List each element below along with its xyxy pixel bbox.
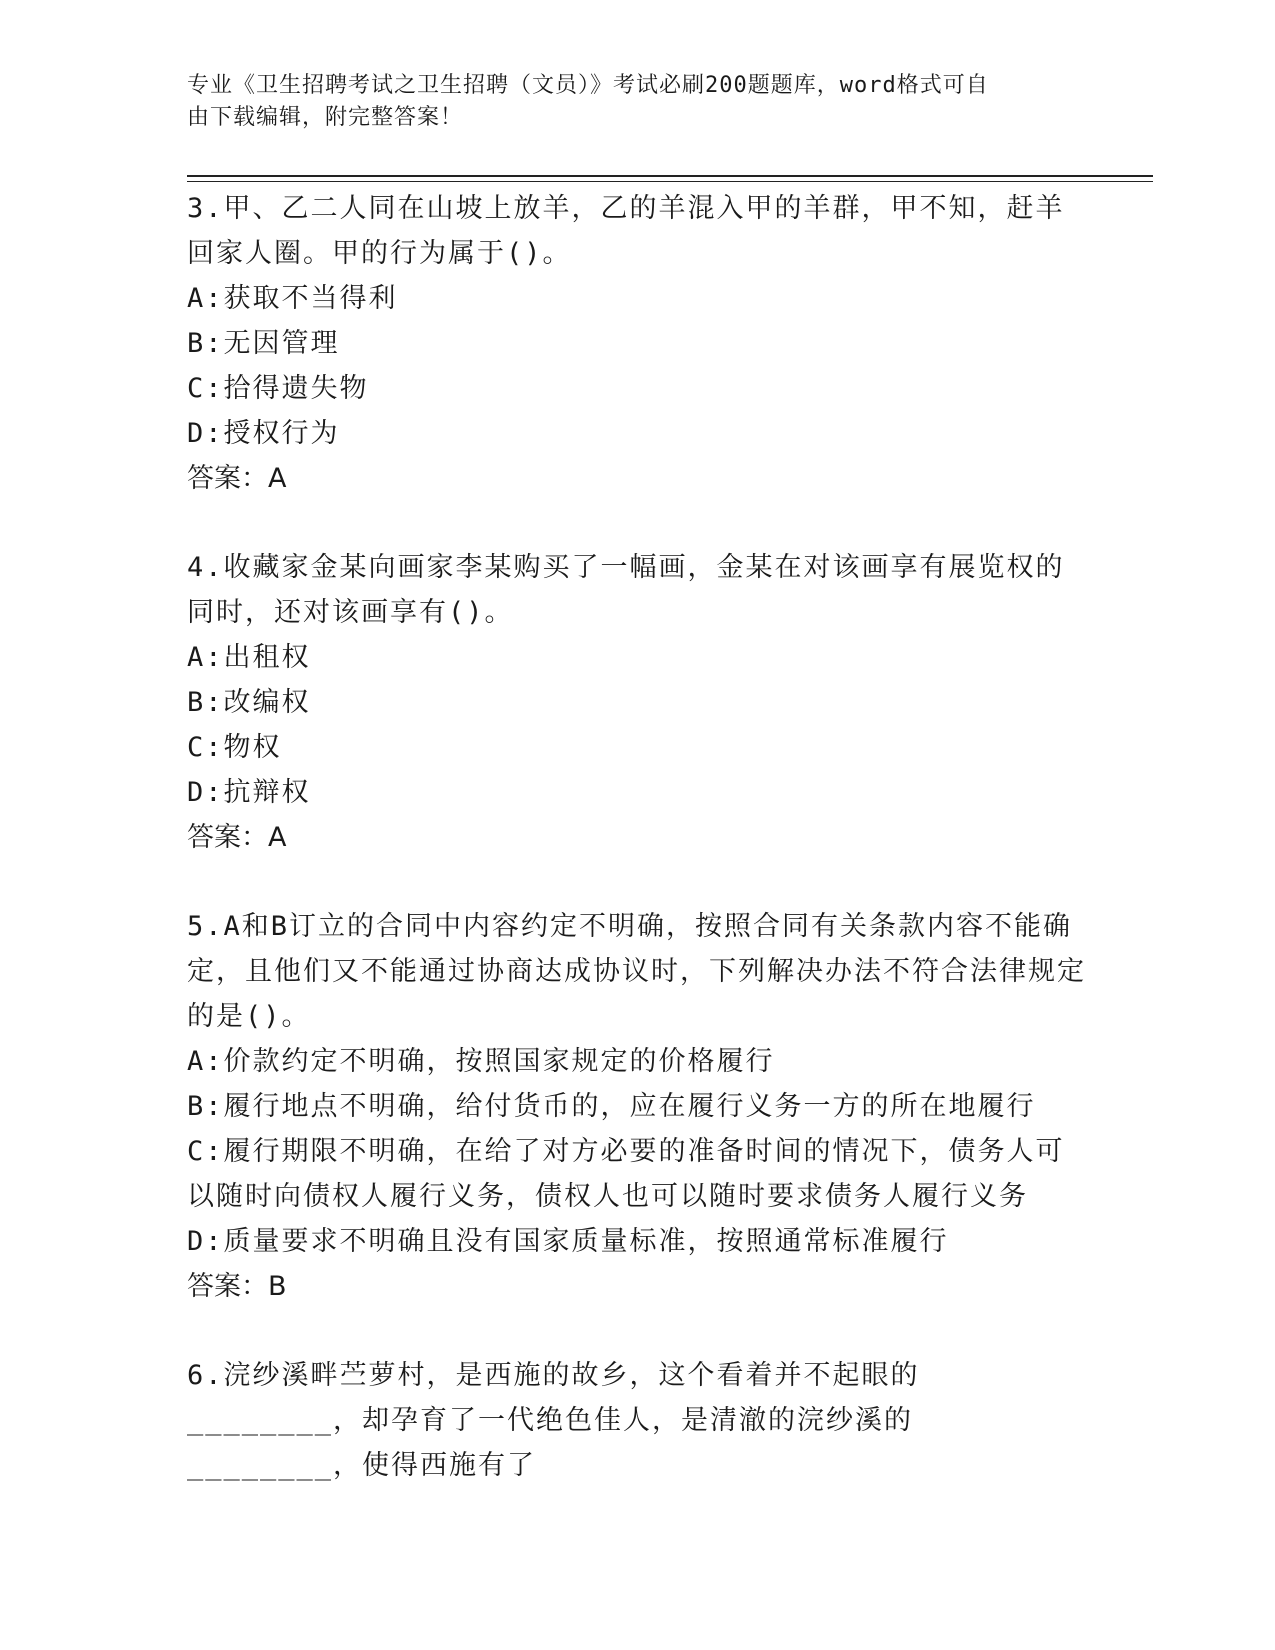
option-text: 获取不当得利 [223, 283, 398, 314]
option-c [187, 725, 1087, 770]
answer-line: 答案：A [187, 463, 287, 494]
option-b [187, 321, 1087, 366]
option-d [187, 770, 1087, 815]
option-letter: D: [187, 418, 224, 449]
answer-line: 答案：A [187, 822, 287, 853]
question-6 [187, 1353, 1087, 1488]
header-divider-thin [187, 181, 1153, 182]
option-text: 履行地点不明确，给付货币的，应在履行义务一方的所在地履行 [223, 1091, 1036, 1122]
option-text: 抗辩权 [223, 777, 311, 808]
question-stem: 5.A和B订立的合同中内容约定不明确，按照合同有关条款内容不能确定，且他们又不能通过协商达成协议时，下列解决办法不符合法律规定的是()。 [187, 911, 1086, 1032]
option-letter: C: [187, 732, 224, 763]
header-line-1: 专业《卫生招聘考试之卫生招聘（文员）》考试必刷200题题库，word格式可自 [187, 73, 989, 98]
option-letter: B: [187, 328, 224, 359]
option-b [187, 1084, 1087, 1129]
option-c [187, 1129, 1087, 1219]
option-letter: A: [187, 642, 224, 673]
option-letter: B: [187, 687, 224, 718]
option-letter: C: [187, 373, 224, 404]
question-stem: 6.浣纱溪畔苎萝村，是西施的故乡，这个看着并不起眼的________，却孕育了一代绝色佳人，是清澈的浣纱溪的________，使得西施有了 [187, 1360, 920, 1481]
question-3 [187, 186, 1087, 501]
option-text: 质量要求不明确且没有国家质量标准，按照通常标准履行 [223, 1226, 949, 1257]
answer-line: 答案：B [187, 1271, 287, 1302]
option-a [187, 1039, 1087, 1084]
option-text: 改编权 [223, 687, 311, 718]
option-letter: B: [187, 1091, 224, 1122]
option-text: 授权行为 [223, 418, 340, 449]
option-d [187, 1219, 1087, 1264]
option-text: 无因管理 [223, 328, 340, 359]
header-line-2: 由下载编辑，附完整答案！ [187, 105, 464, 130]
option-c [187, 366, 1087, 411]
option-b [187, 680, 1087, 725]
option-text: 拾得遗失物 [223, 373, 369, 404]
option-text: 出租权 [223, 642, 311, 673]
option-letter: A: [187, 283, 224, 314]
header-divider-thick [187, 175, 1153, 177]
option-letter: D: [187, 1226, 224, 1257]
question-5 [187, 904, 1087, 1309]
question-stem: 3.甲、乙二人同在山坡上放羊，乙的羊混入甲的羊群，甲不知，赶羊回家人圈。甲的行为属于()。 [187, 193, 1065, 269]
question-stem: 4.收藏家金某向画家李某购买了一幅画，金某在对该画享有展览权的同时，还对该画享有()。 [187, 552, 1065, 628]
option-d [187, 411, 1087, 456]
option-letter: A: [187, 1046, 224, 1077]
option-text: 价款约定不明确，按照国家规定的价格履行 [223, 1046, 775, 1077]
option-text: 物权 [223, 732, 282, 763]
question-4 [187, 545, 1087, 860]
option-text: 履行期限不明确，在给了对方必要的准备时间的情况下，债务人可以随时向债权人履行义务，债权人也可以随时要求债务人履行义务 [187, 1136, 1065, 1212]
option-letter: C: [187, 1136, 224, 1167]
option-letter: D: [187, 777, 224, 808]
question-list [187, 186, 1087, 1532]
option-a [187, 276, 1087, 321]
document-header [187, 70, 1067, 134]
option-a [187, 635, 1087, 680]
